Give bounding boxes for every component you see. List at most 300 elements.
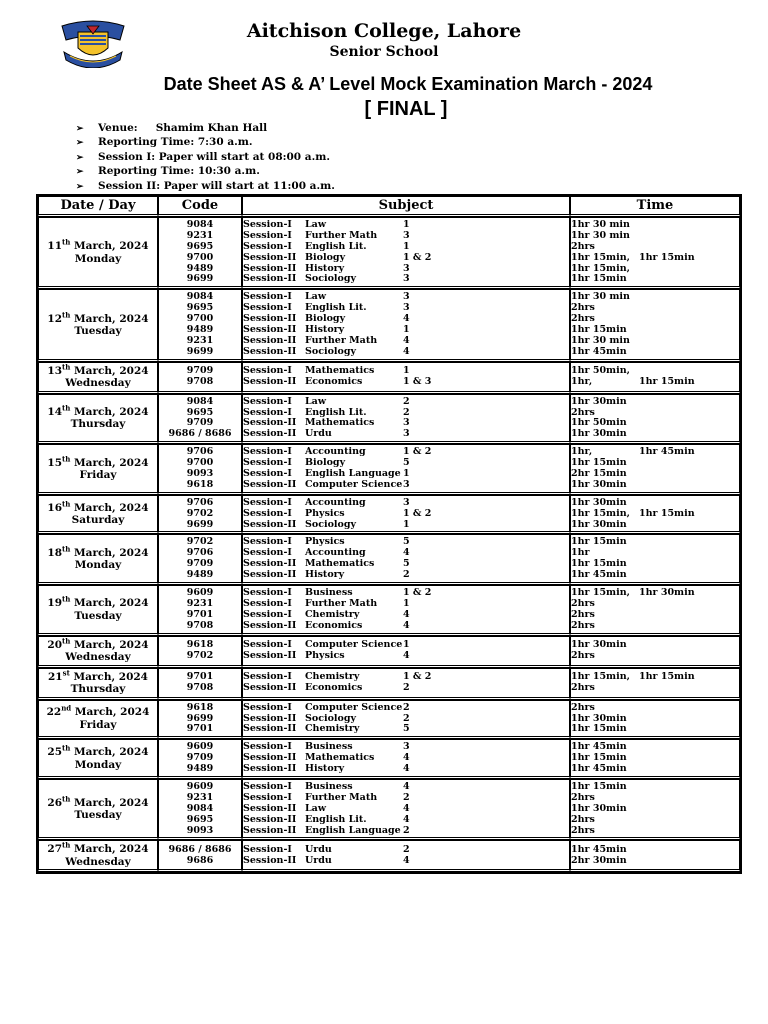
weekday: Tuesday xyxy=(74,325,122,338)
session-label: Session-II xyxy=(243,479,297,490)
month-year: March, 2024 xyxy=(70,843,149,856)
session-label: Session-II xyxy=(243,814,297,825)
subject-name: Economics xyxy=(305,377,363,388)
weekday: Wednesday xyxy=(65,855,131,868)
paper-number: 3 xyxy=(403,263,410,274)
paper-number: 2 xyxy=(403,702,410,713)
paper-time xyxy=(571,559,739,570)
paper-entry xyxy=(243,588,569,599)
date-line xyxy=(39,840,157,856)
paper-number: 1 & 2 xyxy=(403,588,432,599)
subject-cell xyxy=(242,636,570,668)
paper-time xyxy=(571,347,739,358)
paper-time xyxy=(571,856,739,867)
paper-code: 9701 xyxy=(186,672,214,683)
month-year: March, 2024 xyxy=(69,670,148,683)
session-label: Session-I xyxy=(243,292,292,303)
subject-name: Biology xyxy=(305,314,346,325)
subject-name: Biology xyxy=(305,252,346,263)
session-label: Session-II xyxy=(243,825,297,836)
table-row xyxy=(38,444,740,495)
subject-name: Physics xyxy=(305,537,345,548)
day-number: 26 xyxy=(47,796,63,809)
subject-name: Further Math xyxy=(305,335,378,346)
college-name: Aitchison College, Lahore xyxy=(246,20,522,42)
paper-entry xyxy=(243,548,569,559)
paper-time xyxy=(571,782,739,793)
subject-name: Law xyxy=(305,220,327,230)
subject-name: Mathematics xyxy=(305,418,375,429)
paper-entry xyxy=(243,793,569,804)
paper-number: 5 xyxy=(403,458,410,469)
paper-number: 2 xyxy=(403,396,410,407)
paper-number: 4 xyxy=(403,335,410,346)
duration: 2hrs xyxy=(571,683,595,694)
paper-time xyxy=(571,570,739,581)
paper-time xyxy=(571,274,739,285)
duration-second: 1hr 15min xyxy=(639,672,695,683)
subject-name: Sociology xyxy=(305,346,357,357)
paper-entry xyxy=(243,764,569,775)
paper-entry xyxy=(243,303,569,314)
paper-time xyxy=(571,548,739,559)
session-label: Session-I xyxy=(243,366,292,377)
duration-second: 1hr 45min xyxy=(639,447,695,458)
date-sheet-table xyxy=(36,194,742,874)
paper-time xyxy=(571,742,739,753)
subject-cell xyxy=(242,444,570,495)
header-time: Time xyxy=(570,196,740,217)
paper-code: 9706 xyxy=(186,548,214,559)
day-suffix: th xyxy=(62,636,71,646)
duration: 1hr 15min xyxy=(571,537,627,548)
paper-time xyxy=(571,724,739,735)
paper-number: 5 xyxy=(403,537,410,548)
session-label: Session-II xyxy=(243,651,297,662)
paper-time xyxy=(571,418,739,429)
subject-name: History xyxy=(305,263,345,274)
paper-code: 9699 xyxy=(186,713,214,724)
session-label: Session-I xyxy=(243,241,292,252)
subject-name: Accounting xyxy=(305,497,366,508)
duration: 1hr 15min, xyxy=(571,263,630,274)
date-cell xyxy=(38,362,158,394)
duration: 1hr 15min, xyxy=(571,252,630,263)
session-label: Session-I xyxy=(243,845,292,856)
paper-number: 4 xyxy=(403,314,410,325)
paper-code: 9700 xyxy=(186,252,214,263)
day-suffix: th xyxy=(62,840,71,850)
duration: 1hr 30min xyxy=(571,640,627,651)
date-cell xyxy=(38,217,158,289)
duration: 1hr xyxy=(571,548,590,559)
duration: 1hr 15min xyxy=(571,274,627,285)
month-year: March, 2024 xyxy=(70,546,149,559)
subject-name: English Lit. xyxy=(305,241,367,252)
paper-entry xyxy=(243,621,569,632)
paper-code: 9231 xyxy=(186,230,214,241)
paper-number: 3 xyxy=(403,418,410,429)
day-suffix: th xyxy=(62,362,71,372)
date-cell xyxy=(38,534,158,585)
duration: 1hr 15min, xyxy=(571,588,630,599)
table-row xyxy=(38,840,740,872)
duration: 1hr, xyxy=(571,447,593,458)
paper-entry xyxy=(243,314,569,325)
paper-time xyxy=(571,599,739,610)
paper-code: 9609 xyxy=(186,781,214,792)
paper-number: 2 xyxy=(403,407,410,418)
month-year: March, 2024 xyxy=(70,638,149,651)
session-label: Session-II xyxy=(243,713,297,724)
month-year: March, 2024 xyxy=(70,456,149,469)
paper-time xyxy=(571,672,739,683)
paper-number: 3 xyxy=(403,429,410,440)
session-label: Session-I xyxy=(243,598,292,609)
table-row xyxy=(38,394,740,445)
subject-name: Chemistry xyxy=(305,724,360,735)
paper-code: 9702 xyxy=(186,651,214,662)
paper-number: 1 & 2 xyxy=(403,447,432,458)
time-cell xyxy=(570,444,740,495)
paper-number: 4 xyxy=(403,814,410,825)
subject-name: English Language xyxy=(305,469,401,480)
paper-time xyxy=(571,714,739,725)
month-year: March, 2024 xyxy=(70,364,149,377)
duration: 1hr 30min xyxy=(571,479,627,490)
paper-number: 4 xyxy=(403,346,410,357)
paper-time xyxy=(571,703,739,714)
info-value: Shamim Khan Hall xyxy=(155,122,268,134)
session-label: Session-I xyxy=(243,230,292,241)
duration: 1hr 15min xyxy=(571,559,627,570)
arrow-bullet-icon: ➢ xyxy=(76,167,84,178)
session-label: Session-I xyxy=(243,702,292,713)
paper-entry xyxy=(243,714,569,725)
subject-cell xyxy=(242,668,570,700)
session-label: Session-I xyxy=(243,396,292,407)
duration: 1hr 15min xyxy=(571,781,627,792)
paper-code: 9489 xyxy=(186,263,214,274)
subject-name: English Lit. xyxy=(305,303,367,314)
paper-code: 9708 xyxy=(186,377,214,388)
date-cell xyxy=(38,444,158,495)
session-label: Session-II xyxy=(243,335,297,346)
time-cell xyxy=(570,534,740,585)
subject-name: Further Math xyxy=(305,792,378,803)
session-label: Session-II xyxy=(243,325,297,336)
duration: 1hr 45min xyxy=(571,346,627,357)
day-number: 12 xyxy=(47,312,63,325)
paper-entry xyxy=(243,292,569,303)
paper-entry xyxy=(243,724,569,735)
duration: 2hrs xyxy=(571,303,595,314)
session-label: Session-I xyxy=(243,537,292,548)
paper-code: 9701 xyxy=(186,724,214,735)
day-number: 18 xyxy=(47,546,63,559)
code-cell xyxy=(158,217,242,289)
paper-number: 1 xyxy=(403,469,410,480)
session-label: Session-I xyxy=(243,672,292,683)
paper-entry xyxy=(243,274,569,285)
date-cell xyxy=(38,739,158,779)
code-cell xyxy=(158,700,242,740)
table-row xyxy=(38,495,740,535)
session-label: Session-I xyxy=(243,742,292,753)
table-row xyxy=(38,636,740,668)
paper-time xyxy=(571,264,739,275)
paper-time xyxy=(571,640,739,651)
subject-name: Physics xyxy=(305,508,345,519)
document-title: Date Sheet AS & A’ Level Mock Examination March - 2024 xyxy=(163,74,653,94)
day-number: 13 xyxy=(47,364,63,377)
duration: 1hr 30 min xyxy=(571,335,630,346)
table-row xyxy=(38,668,740,700)
paper-code: 9084 xyxy=(186,396,214,407)
paper-entry xyxy=(243,845,569,856)
day-suffix: th xyxy=(62,794,71,804)
subject-name: English Lit. xyxy=(305,814,367,825)
duration: 1hr 30min xyxy=(571,803,627,814)
paper-code: 9618 xyxy=(186,702,214,713)
paper-number: 1 & 2 xyxy=(403,252,432,263)
paper-code: 9231 xyxy=(186,792,214,803)
paper-code: 9706 xyxy=(186,447,214,458)
date-cell xyxy=(38,668,158,700)
paper-time xyxy=(571,325,739,336)
paper-number: 4 xyxy=(403,651,410,662)
month-year: March, 2024 xyxy=(70,405,149,418)
date-line xyxy=(39,454,157,470)
paper-code: 9702 xyxy=(186,508,214,519)
paper-code: 9699 xyxy=(186,346,214,357)
weekday: Saturday xyxy=(71,514,125,527)
paper-number: 4 xyxy=(403,764,410,775)
session-label: Session-II xyxy=(243,764,297,775)
subject-cell xyxy=(242,840,570,872)
paper-entry xyxy=(243,520,569,531)
session-label: Session-II xyxy=(243,620,297,631)
paper-number: 5 xyxy=(403,724,410,735)
paper-code: 9709 xyxy=(186,418,214,429)
date-line xyxy=(39,636,157,652)
time-cell xyxy=(570,394,740,445)
paper-entry xyxy=(243,672,569,683)
session-label: Session-I xyxy=(243,220,292,230)
date-line xyxy=(39,668,157,684)
header-date-day: Date / Day xyxy=(38,196,158,217)
paper-entry xyxy=(243,447,569,458)
session-label: Session-II xyxy=(243,274,297,285)
subject-name: Sociology xyxy=(305,274,357,285)
month-year: March, 2024 xyxy=(70,746,149,759)
paper-time xyxy=(571,220,739,231)
paper-entry xyxy=(243,815,569,826)
paper-code: 9695 xyxy=(186,241,214,252)
table-row xyxy=(38,585,740,636)
month-year: March, 2024 xyxy=(70,597,149,610)
duration: 1hr 15min, xyxy=(571,508,630,519)
duration: 2hrs xyxy=(571,702,595,713)
paper-entry xyxy=(243,640,569,651)
duration: 1hr 15min xyxy=(571,753,627,764)
paper-number: 4 xyxy=(403,609,410,620)
session-label: Session-II xyxy=(243,252,297,263)
duration: 1hr 30min xyxy=(571,396,627,407)
subject-name: Physics xyxy=(305,651,345,662)
weekday: Monday xyxy=(74,758,122,771)
paper-entry xyxy=(243,753,569,764)
code-cell xyxy=(158,779,242,840)
session-label: Session-I xyxy=(243,303,292,314)
paper-code: 9695 xyxy=(186,407,214,418)
day-number: 27 xyxy=(47,843,63,856)
date-cell xyxy=(38,840,158,872)
duration: 1hr, xyxy=(571,377,593,388)
day-suffix: th xyxy=(62,743,71,753)
info-label: Venue: xyxy=(98,122,138,134)
subject-name: Mathematics xyxy=(305,559,375,570)
paper-entry xyxy=(243,537,569,548)
day-number: 25 xyxy=(47,746,63,759)
day-number: 19 xyxy=(47,597,63,610)
paper-entry xyxy=(243,599,569,610)
info-label: Session II: Paper will start at 11:00 a.m. xyxy=(98,179,335,192)
duration: 1hr 30 min xyxy=(571,220,630,230)
day-suffix: st xyxy=(62,668,70,678)
paper-code: 9701 xyxy=(186,609,214,620)
date-cell xyxy=(38,495,158,535)
duration: 2hr 15min xyxy=(571,469,627,480)
arrow-bullet-icon: ➢ xyxy=(76,181,84,192)
subject-name: Economics xyxy=(305,683,363,694)
paper-entry xyxy=(243,683,569,694)
paper-number: 1 & 3 xyxy=(403,377,432,388)
info-item xyxy=(76,164,335,178)
subject-name: Business xyxy=(305,588,353,599)
weekday: Thursday xyxy=(70,418,126,431)
paper-time xyxy=(571,815,739,826)
table-row xyxy=(38,362,740,394)
subject-name: Computer Science xyxy=(305,702,403,713)
time-cell xyxy=(570,362,740,394)
paper-time xyxy=(571,336,739,347)
paper-code: 9699 xyxy=(186,274,214,285)
subject-name: History xyxy=(305,325,345,336)
duration: 2hrs xyxy=(571,825,595,836)
arrow-bullet-icon: ➢ xyxy=(76,152,84,163)
session-label: Session-II xyxy=(243,418,297,429)
info-item xyxy=(76,150,335,164)
paper-number: 3 xyxy=(403,742,410,753)
subject-name: Law xyxy=(305,803,327,814)
day-number: 14 xyxy=(47,405,63,418)
arrow-bullet-icon: ➢ xyxy=(76,138,84,149)
paper-code: 9702 xyxy=(186,537,214,548)
table-row xyxy=(38,739,740,779)
paper-time xyxy=(571,845,739,856)
final-label: [ FINAL ] xyxy=(364,98,448,120)
time-cell xyxy=(570,495,740,535)
duration: 2hrs xyxy=(571,620,595,631)
paper-entry xyxy=(243,509,569,520)
subject-cell xyxy=(242,534,570,585)
paper-entry xyxy=(243,498,569,509)
paper-number: 3 xyxy=(403,292,410,303)
paper-code: 9695 xyxy=(186,814,214,825)
paper-entry xyxy=(243,651,569,662)
paper-number: 1 xyxy=(403,640,410,651)
paper-number: 3 xyxy=(403,230,410,241)
paper-number: 1 xyxy=(403,519,410,530)
duration: 1hr 15min, xyxy=(571,672,630,683)
paper-number: 1 & 2 xyxy=(403,508,432,519)
subject-name: Biology xyxy=(305,458,346,469)
session-label: Session-II xyxy=(243,377,297,388)
duration: 2hrs xyxy=(571,609,595,620)
subject-name: Accounting xyxy=(305,447,366,458)
paper-entry xyxy=(243,480,569,491)
session-label: Session-I xyxy=(243,447,292,458)
paper-time xyxy=(571,377,739,388)
paper-entry xyxy=(243,610,569,621)
paper-time xyxy=(571,303,739,314)
info-item xyxy=(76,135,335,149)
paper-number: 4 xyxy=(403,753,410,764)
info-label: Session I: Paper will start at 08:00 a.m. xyxy=(98,150,330,163)
code-cell xyxy=(158,840,242,872)
subject-name: Further Math xyxy=(305,230,378,241)
paper-code: 9686 / 8686 xyxy=(168,845,232,856)
paper-number: 1 xyxy=(403,220,410,230)
date-line xyxy=(39,594,157,610)
paper-entry xyxy=(243,804,569,815)
duration: 1hr 30 min xyxy=(571,230,630,241)
paper-number: 5 xyxy=(403,559,410,570)
subject-name: English Lit. xyxy=(305,407,367,418)
paper-code: 9618 xyxy=(186,479,214,490)
paper-time xyxy=(571,537,739,548)
subject-cell xyxy=(242,585,570,636)
weekday: Wednesday xyxy=(65,651,131,664)
paper-entry xyxy=(243,408,569,419)
session-label: Session-II xyxy=(243,855,297,866)
paper-code: 9084 xyxy=(186,220,214,230)
paper-number: 1 xyxy=(403,366,410,377)
paper-entry xyxy=(243,325,569,336)
header-subject: Subject xyxy=(242,196,570,217)
weekday: Monday xyxy=(74,252,122,265)
subject-cell xyxy=(242,495,570,535)
session-label: Session-II xyxy=(243,263,297,274)
subject-name: Sociology xyxy=(305,519,357,530)
weekday: Thursday xyxy=(70,683,126,696)
subject-name: Business xyxy=(305,742,353,753)
subject-name: Urdu xyxy=(305,429,332,440)
duration: 1hr 50min xyxy=(571,418,627,429)
paper-entry xyxy=(243,826,569,837)
date-cell xyxy=(38,779,158,840)
paper-time xyxy=(571,231,739,242)
session-label: Session-I xyxy=(243,640,292,651)
paper-number: 2 xyxy=(403,570,410,581)
subject-name: Law xyxy=(305,292,327,303)
paper-code: 9093 xyxy=(186,825,214,836)
table-header-row xyxy=(38,196,740,217)
month-year: March, 2024 xyxy=(70,240,149,253)
paper-entry xyxy=(243,856,569,867)
session-label: Session-I xyxy=(243,781,292,792)
